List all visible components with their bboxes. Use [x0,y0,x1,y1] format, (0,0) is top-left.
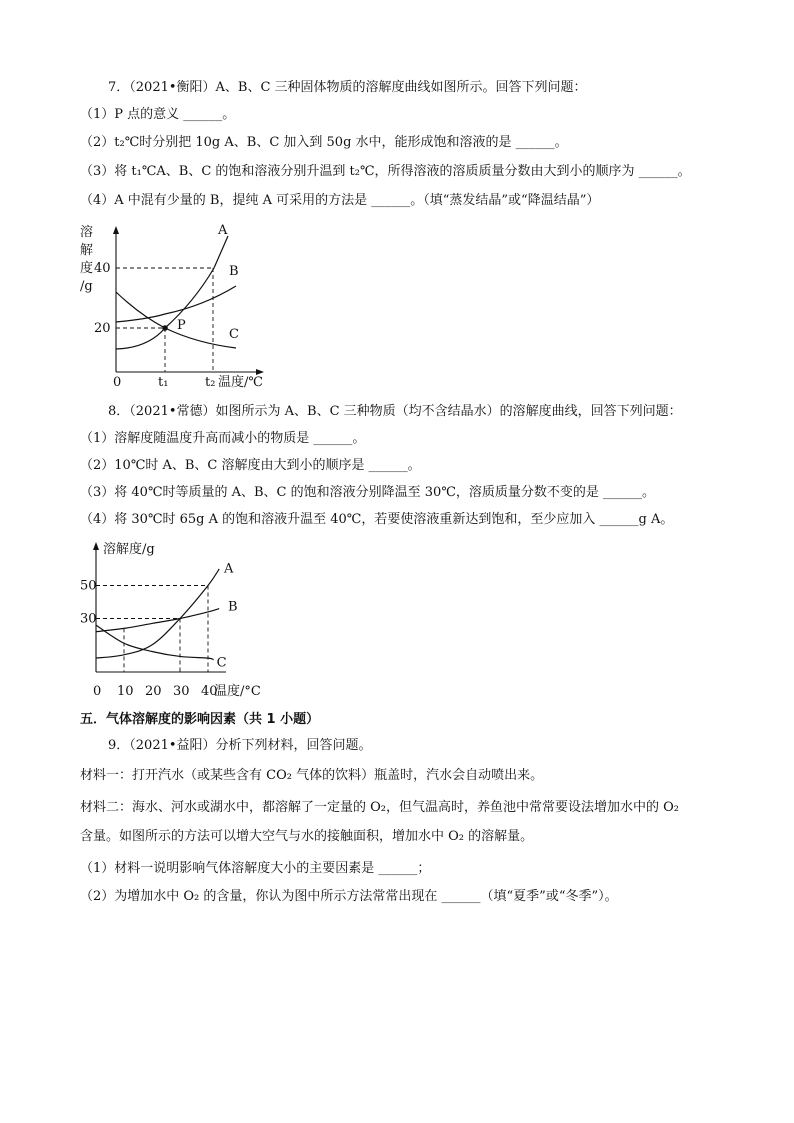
chart8-xtick-40: 40 [201,684,218,699]
q8-part3: （3）将 40℃时等质量的 A、B、C 的饱和溶液分别降温至 30℃，溶质质量分数不变的是 ______。 [80,485,655,500]
chart7-ytick-40: 40 [94,261,111,276]
q8-part2: （2）10℃时 A、B、C 溶解度由大到小的顺序是 ______。 [80,458,421,473]
chart8-xlabel: 温度/°C [214,684,261,699]
chart8-series-A-label: A [224,561,234,577]
chart8-ytick-30: 30 [80,611,97,627]
q7-part2: （2）t₂℃时分别把 10g A、B、C 加入到 50g 水中，能形成饱和溶液的是 ______。 [80,135,568,150]
chart7-xlabel: 温度/℃ [218,375,263,390]
q8-intro: 8．（2021•常德）如图所示为 A、B、C 三种物质（均不含结晶水）的溶解度曲线，回答下列问题： [108,404,682,419]
chart8-series-B-label: B [228,599,238,615]
chart8-curve-B [96,609,219,632]
chart7-xtick-t2: t₂ [205,375,216,390]
chart7-point-P [162,325,168,331]
chart7-curve-B [116,286,236,322]
chart7-series-C-label: C [229,327,239,342]
chart8-dynamic-layer [80,561,238,699]
q9-material2-line2: 含量。如图所示的方法可以增大空气与水的接触面积，增加水中 O₂ 的溶解量。 [80,829,534,844]
chart7-series-B-label: B [229,264,239,279]
q8-part1: （1）溶解度随温度升高而减小的物质是 ______。 [80,431,366,446]
chart8-y-arrow [93,542,99,550]
chart7-ylabel-2: 解 [80,243,94,258]
chart-q8 [78,538,278,702]
chart8-xtick-10: 10 [117,684,134,699]
chart8-xtick-30: 30 [173,684,190,699]
q9-material2-line1: 材料二：海水、河水或湖水中，都溶解了一定量的 O₂，但气温高时，养鱼池中常常要设法增加水中的 O₂ [80,800,680,815]
chart7-ylabel-1: 溶 [80,225,94,240]
q7-part4: （4）A 中混有少量的 B，提纯 A 可采用的方法是 ______。（填“蒸发结晶”或“降温结晶”） [80,193,600,208]
chart7-ylabel-3: 度 [80,261,94,276]
q8-part4: （4）将 30℃时 65g A 的饱和溶液升温至 40℃，若要使溶液重新达到饱和，至少应加入 ______g A。 [80,512,674,527]
chart8-xtick-20: 20 [145,684,162,699]
chart7-series-A-label: A [218,223,228,238]
section5-title: 五．气体溶解度的影响因素（共 1 小题） [80,712,320,727]
chart8-ytick-50: 50 [80,578,97,594]
chart8-ylabel: 溶解度/g [103,542,155,557]
chart7-xtick-t1: t₁ [158,375,169,390]
q9-part2: （2）为增加水中 O₂ 的含量，你认为图中所示方法常常出现在 ______（填“夏季”或“冬季”）。 [80,889,618,904]
chart7-xtick-0: 0 [113,375,122,390]
chart7-y-arrow [113,226,119,234]
chart7-curve-A [116,236,228,349]
chart7-point-P-label: P [177,318,186,333]
chart8-series-C-label: C [216,655,227,671]
q7-part3: （3）将 t₁℃A、B、C 的饱和溶液分别升温到 t₂℃，所得溶液的溶质质量分数由大到小的顺序为 ______。 [80,164,691,179]
q9-intro: 9．（2021•益阳）分析下列材料，回答问题。 [108,738,372,753]
chart8-xtick-0: 0 [93,684,102,699]
chart7-ylabel-4: /g [80,279,93,294]
chart7-ytick-20: 20 [94,321,111,336]
q7-intro: 7．（2021•衡阳）A、B、C 三种固体物质的溶解度曲线如图所示。回答下列问题： [108,80,587,95]
q7-part1: （1）P 点的意义 ______。 [80,107,236,122]
q9-material1: 材料一：打开汽水（或某些含有 CO₂ 气体的饮料）瓶盖时，汽水会自动喷出来。 [80,768,544,783]
chart-q7 [78,222,278,392]
q9-part1: （1）材料一说明影响气体溶解度大小的主要因素是 ______； [80,861,431,876]
